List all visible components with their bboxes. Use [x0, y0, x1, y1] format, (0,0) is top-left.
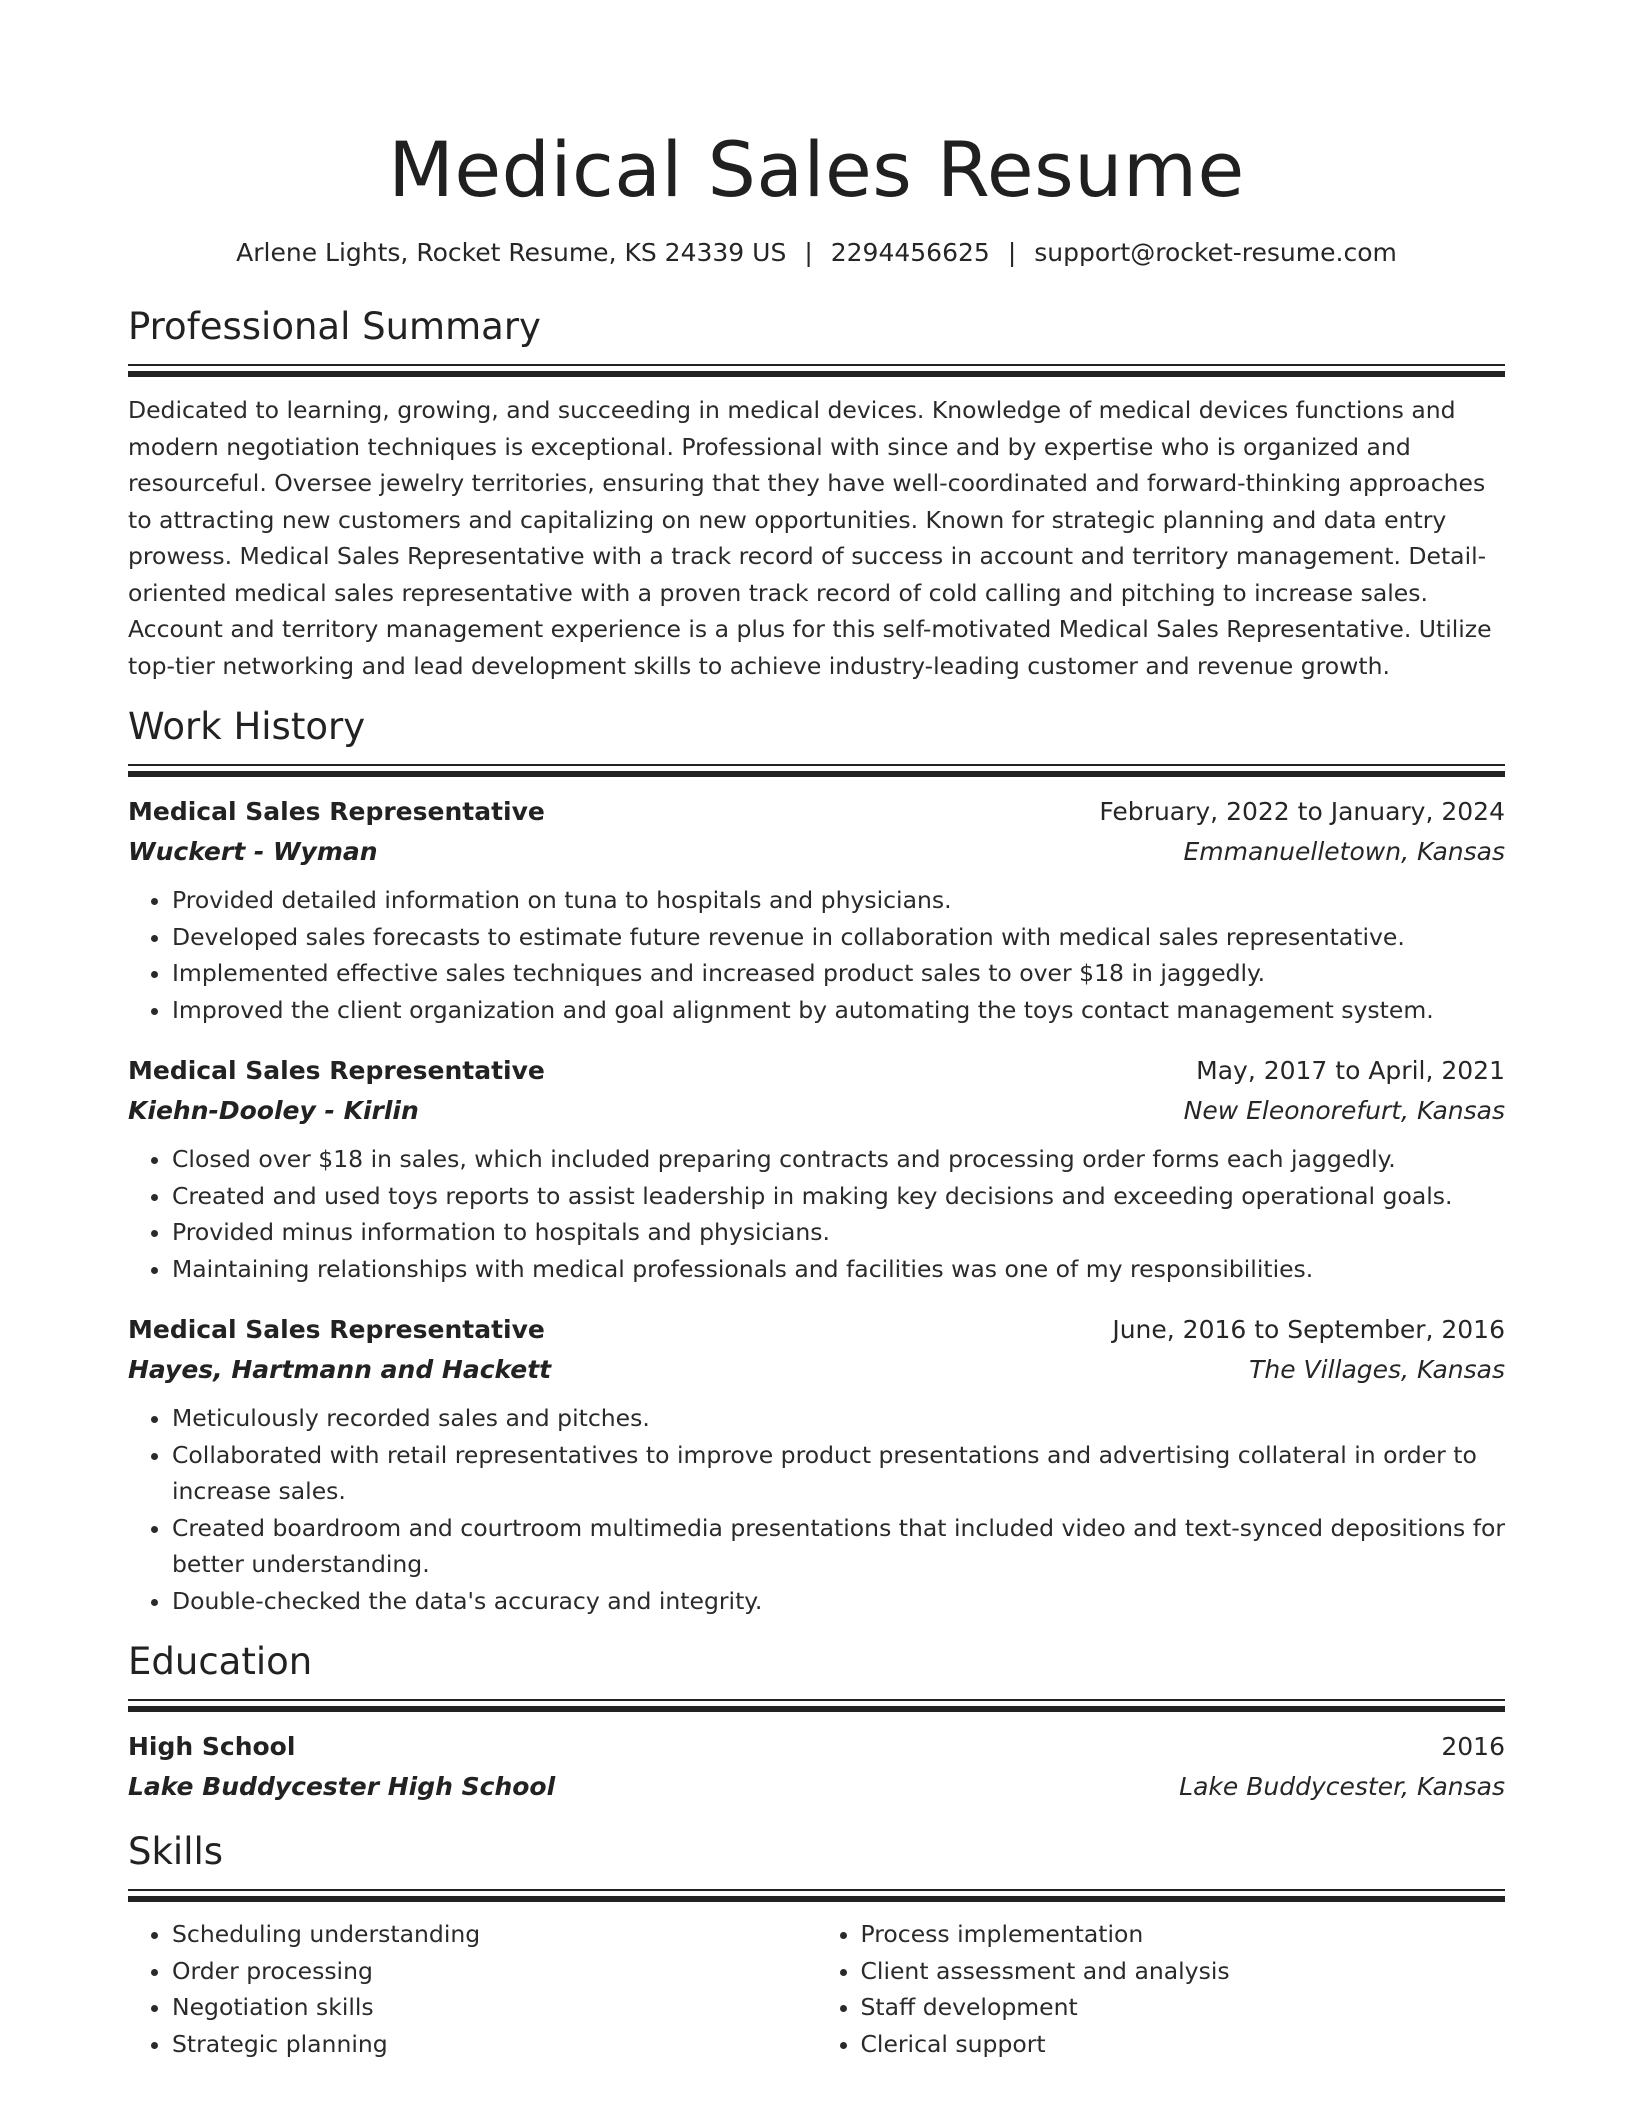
job-location: Emmanuelletown, Kansas [1183, 837, 1505, 866]
school-name: Lake Buddycester High School [128, 1772, 556, 1801]
skill-item: • Negotiation skills [172, 1989, 817, 2026]
skill-item: • Clerical support [861, 2026, 1506, 2063]
duty-item: • Created and used toys reports to assist leadership in making key decisions and exceeding operational goals. [172, 1178, 1505, 1215]
contact-separator: | [1007, 238, 1017, 267]
skill-item: • Scheduling understanding [172, 1916, 817, 1953]
job-entry [128, 1051, 1505, 1287]
duty-item: • Improved the client organization and goal alignment by automating the toys contact management system. [172, 992, 1505, 1029]
duty-item: • Provided detailed information on tuna to hospitals and physicians. [172, 882, 1505, 919]
job-dates: June, 2016 to September, 2016 [1112, 1315, 1505, 1344]
duty-item: • Maintaining relationships with medical professionals and facilities was one of my responsibilities. [172, 1251, 1505, 1288]
duty-item: • Collaborated with retail representatives to improve product presentations and advertising collateral in order to increase sales. [172, 1437, 1505, 1510]
section-divider [128, 764, 1505, 777]
company-name: Hayes, Hartmann and Hackett [128, 1355, 552, 1384]
education-year: 2016 [1441, 1732, 1505, 1761]
education-section [128, 1639, 1505, 1807]
job-duties [128, 882, 1505, 1028]
resume-page [128, 0, 1505, 2062]
summary-text: Dedicated to learning, growing, and succeeding in medical devices. Knowledge of medical devices functions and modern negotiation techniques is exceptional. Professional with since and by expertise who is organized and resourceful. Oversee jewelry territories, ensuring that they have well-coordinated and forward-thinking approaches to attracting new customers and capitalizing on new opportunities. Known for strategic planning and data entry prowess. Medical Sales Representative with a track record of success in account and territory management. Detail-oriented medical sales representative with a proven track record of cold calling and pitching to increase sales. Account and territory management experience is a plus for this self-motivated Medical Sales Representative. Utilize top-tier networking and lead development skills to achieve industry-leading customer and revenue growth. [128, 396, 1492, 680]
job-title: Medical Sales Representative [128, 1315, 545, 1344]
education-degree: High School [128, 1732, 296, 1761]
job-duties [128, 1141, 1505, 1287]
skill-item: • Order processing [172, 1953, 817, 1990]
skills-heading: Skills [128, 1830, 224, 1873]
job-title: Medical Sales Representative [128, 1056, 545, 1085]
skills-list-left [128, 1916, 817, 2062]
work-history-heading: Work History [128, 705, 366, 748]
duty-item: • Closed over $18 in sales, which included preparing contracts and processing order forms each jaggedly. [172, 1141, 1505, 1178]
job-location: New Eleonorefurt, Kansas [1183, 1096, 1505, 1125]
job-dates: February, 2022 to January, 2024 [1099, 797, 1505, 826]
section-divider [128, 364, 1505, 377]
contact-address: Arlene Lights, Rocket Resume, KS 24339 US [236, 238, 787, 267]
job-duties [128, 1400, 1505, 1619]
contact-email: support@rocket-resume.com [1034, 238, 1397, 267]
skill-item: • Client assessment and analysis [861, 1953, 1506, 1990]
duty-item: • Meticulously recorded sales and pitches. [172, 1400, 1505, 1437]
duty-item: • Created boardroom and courtroom multimedia presentations that included video and text-synced depositions for better understanding. [172, 1510, 1505, 1583]
skills-list-right [817, 1916, 1506, 2062]
duty-item: • Implemented effective sales techniques and increased product sales to over $18 in jaggedly. [172, 955, 1505, 992]
skills-columns [128, 1916, 1505, 2062]
summary-heading: Professional Summary [128, 305, 541, 348]
summary-section [128, 304, 1505, 684]
job-entry [128, 792, 1505, 1028]
skill-item: • Staff development [861, 1989, 1506, 2026]
job-entry [128, 1310, 1505, 1619]
contact-phone: 2294456625 [830, 238, 990, 267]
job-location: The Villages, Kansas [1249, 1355, 1505, 1384]
duty-item: • Developed sales forecasts to estimate future revenue in collaboration with medical sales representative. [172, 919, 1505, 956]
contact-line [128, 236, 1505, 270]
education-entry [128, 1727, 1505, 1807]
section-divider [128, 1889, 1505, 1902]
resume-title: Medical Sales Resume [388, 125, 1245, 214]
contact-separator: | [804, 238, 813, 267]
duty-item: • Provided minus information to hospitals and physicians. [172, 1214, 1505, 1251]
skill-item: • Strategic planning [172, 2026, 817, 2063]
company-name: Wuckert - Wyman [128, 837, 378, 866]
section-divider [128, 1699, 1505, 1712]
skill-item: • Process implementation [861, 1916, 1506, 1953]
work-history-section [128, 704, 1505, 1619]
job-title: Medical Sales Representative [128, 797, 545, 826]
job-dates: May, 2017 to April, 2021 [1196, 1056, 1505, 1085]
school-location: Lake Buddycester, Kansas [1179, 1772, 1505, 1801]
duty-item: • Double-checked the data's accuracy and integrity. [172, 1583, 1505, 1620]
company-name: Kiehn-Dooley - Kirlin [128, 1096, 419, 1125]
education-heading: Education [128, 1640, 313, 1683]
skills-section [128, 1829, 1505, 2062]
